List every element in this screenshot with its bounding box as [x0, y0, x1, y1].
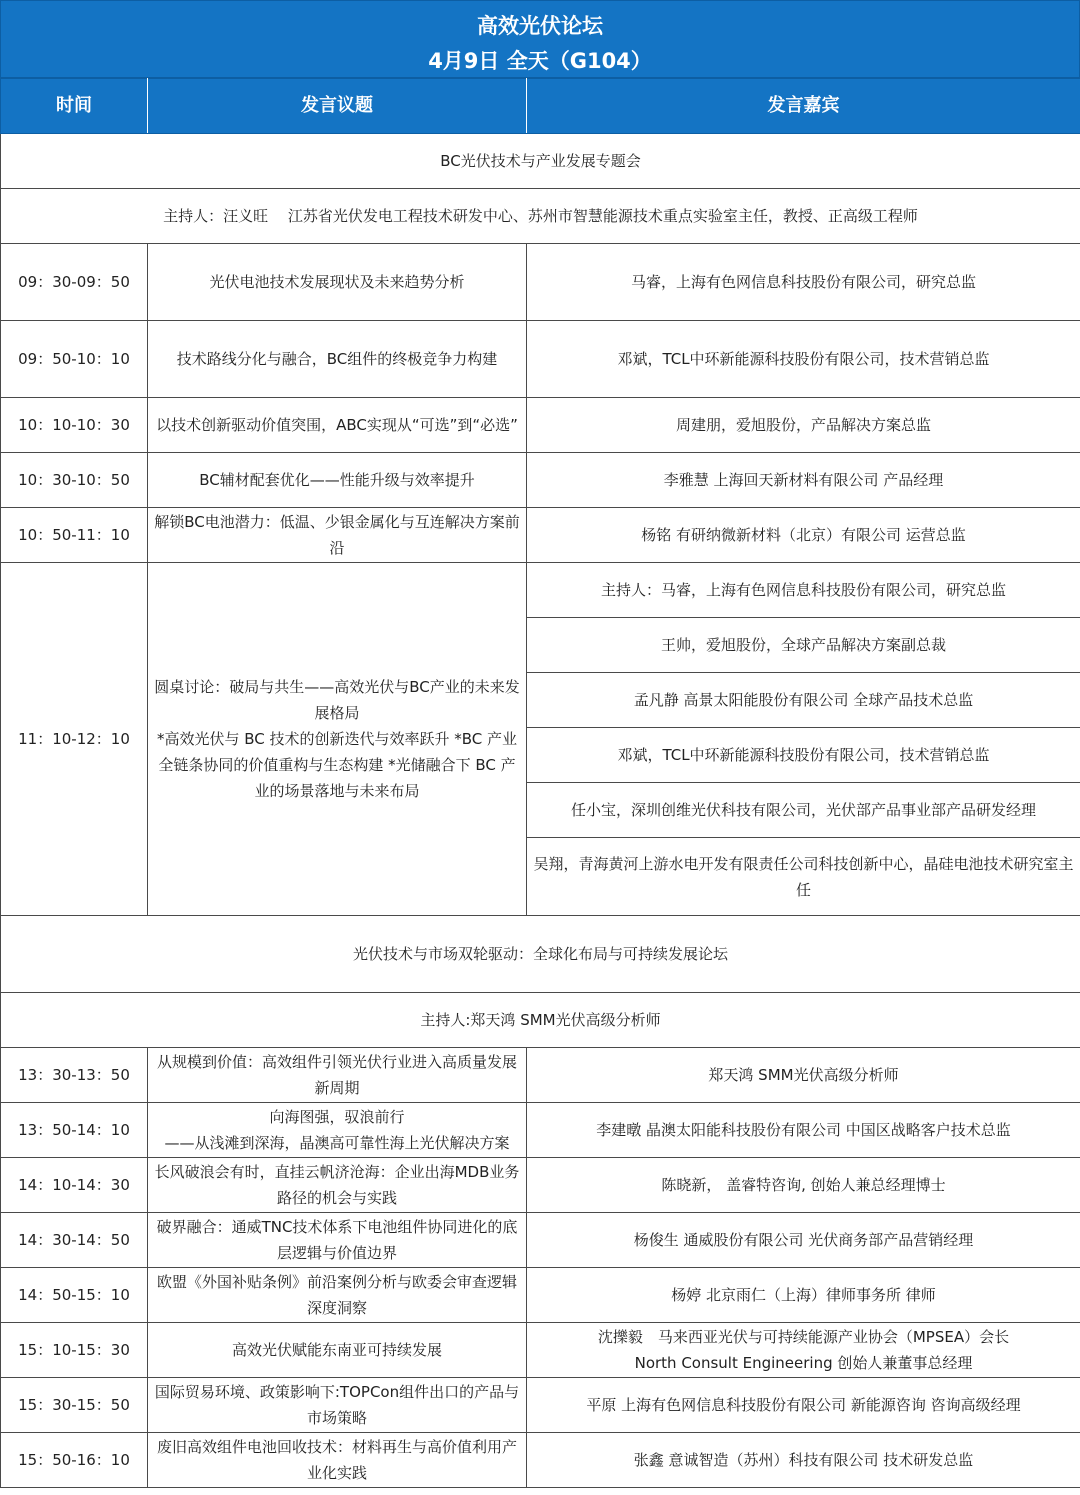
speaker-cell: 王帅，爱旭股份，全球产品解决方案副总裁 — [527, 618, 1080, 673]
session-title-row — [1, 916, 1080, 993]
topic-cell: 技术路线分化与融合，BC组件的终极竞争力构建 — [148, 321, 527, 398]
speaker-cell: 杨铭 有研纳微新材料（北京）有限公司 运营总监 — [527, 508, 1080, 563]
speaker-cell: 任小宝，深圳创维光伏科技有限公司，光伏部产品事业部产品研发经理 — [527, 783, 1080, 838]
host-row — [1, 993, 1080, 1048]
speaker-line: 沈擽毅 马来西亚光伏与可持续能源产业协会（MPSEA）会长 — [597, 1328, 1010, 1346]
speaker-cell: 孟凡静 高景太阳能股份有限公司 全球产品技术总监 — [527, 673, 1080, 728]
speaker-cell: 周建朋，爱旭股份，产品解决方案总监 — [527, 398, 1080, 453]
time-cell: 10：30-10：50 — [1, 453, 148, 508]
speaker-cell: 李建暾 晶澳太阳能科技股份有限公司 中国区战略客户技术总监 — [527, 1103, 1080, 1158]
roundtable-row — [1, 563, 1080, 618]
host-row — [1, 189, 1080, 244]
time-cell: 15：10-15：30 — [1, 1323, 148, 1378]
speaker-cell — [527, 1323, 1080, 1378]
time-cell: 14：50-15：10 — [1, 1268, 148, 1323]
table-row — [1, 1103, 1080, 1158]
topic-line: 向海图强，驭浪前行 — [269, 1108, 405, 1126]
table-row — [1, 1213, 1080, 1268]
topic-line: ——从浅滩到深海，晶澳高可靠性海上光伏解决方案 — [164, 1134, 510, 1152]
time-cell: 15：50-16：10 — [1, 1433, 148, 1488]
table-row — [1, 1158, 1080, 1213]
time-cell: 10：50-11：10 — [1, 508, 148, 563]
table-row — [1, 398, 1080, 453]
speaker-cell: 主持人：马睿，上海有色网信息科技股份有限公司，研究总监 — [527, 563, 1080, 618]
topic-cell: 长风破浪会有时，直挂云帆济沧海：企业出海MDB业务路径的机会与实践 — [148, 1158, 527, 1213]
forum-title-bar — [0, 0, 1080, 78]
roundtable-topic-cell — [148, 563, 527, 916]
time-cell: 14：10-14：30 — [1, 1158, 148, 1213]
time-cell: 15：30-15：50 — [1, 1378, 148, 1433]
speaker-cell: 吴翔，青海黄河上游水电开发有限责任公司科技创新中心，晶硅电池技术研究室主任 — [527, 838, 1080, 916]
time-cell: 09：50-10：10 — [1, 321, 148, 398]
column-header-topic: 发言议题 — [148, 79, 527, 134]
topic-cell: 光伏电池技术发展现状及未来趋势分析 — [148, 244, 527, 321]
topic-cell: 国际贸易环境、政策影响下:TOPCon组件出口的产品与市场策略 — [148, 1378, 527, 1433]
topic-cell: BC辅材配套优化——性能升级与效率提升 — [148, 453, 527, 508]
speaker-cell: 杨婷 北京雨仁（上海）律师事务所 律师 — [527, 1268, 1080, 1323]
session-title-row — [1, 134, 1080, 189]
forum-title: 高效光伏论坛 — [477, 14, 603, 38]
table-row — [1, 1378, 1080, 1433]
time-cell: 09：30-09：50 — [1, 244, 148, 321]
speaker-cell: 杨俊生 通威股份有限公司 光伏商务部产品营销经理 — [527, 1213, 1080, 1268]
speaker-line: North Consult Engineering 创始人兼董事总经理 — [634, 1354, 973, 1372]
speaker-cell: 陈晓新， 盖睿特咨询, 创始人兼总经理博士 — [527, 1158, 1080, 1213]
roundtable-topic: 圆桌讨论：破局与共生——高效光伏与BC产业的未来发展格局 — [154, 678, 520, 722]
session-host: 主持人:郑天鸿 SMM光伏高级分析师 — [1, 993, 1080, 1048]
speaker-cell: 平原 上海有色网信息科技股份有限公司 新能源咨询 咨询高级经理 — [527, 1378, 1080, 1433]
schedule-table — [0, 78, 1080, 1488]
time-cell: 11：10-12：10 — [1, 563, 148, 916]
topic-cell: 高效光伏赋能东南亚可持续发展 — [148, 1323, 527, 1378]
forum-date-venue: 4月9日 全天（G104） — [428, 49, 652, 73]
time-cell: 10：10-10：30 — [1, 398, 148, 453]
time-cell: 13：50-14：10 — [1, 1103, 148, 1158]
topic-cell: 以技术创新驱动价值突围，ABC实现从“可选”到“必选” — [148, 398, 527, 453]
table-row — [1, 321, 1080, 398]
column-header-time: 时间 — [1, 79, 148, 134]
topic-cell — [148, 1103, 527, 1158]
speaker-cell: 张鑫 意诚智造（苏州）科技有限公司 技术研发总监 — [527, 1433, 1080, 1488]
topic-cell: 解锁BC电池潜力：低温、少银金属化与互连解决方案前沿 — [148, 508, 527, 563]
topic-cell: 欧盟《外国补贴条例》前沿案例分析与欧委会审查逻辑深度洞察 — [148, 1268, 527, 1323]
time-cell: 14：30-14：50 — [1, 1213, 148, 1268]
table-row — [1, 244, 1080, 321]
roundtable-subtopics: *高效光伏与 BC 技术的创新迭代与效率跃升 *BC 产业全链条协同的价值重构与生态构建 *光储融合下 BC 产业的场景落地与未来布局 — [156, 730, 518, 800]
topic-cell: 废旧高效组件电池回收技术：材料再生与高价值利用产业化实践 — [148, 1433, 527, 1488]
speaker-cell: 李雅慧 上海回天新材料有限公司 产品经理 — [527, 453, 1080, 508]
session-host: 主持人：汪义旺 江苏省光伏发电工程技术研发中心、苏州市智慧能源技术重点实验室主任，教授、正高级工程师 — [1, 189, 1080, 244]
time-cell: 13：30-13：50 — [1, 1048, 148, 1103]
speaker-cell: 邓斌，TCL中环新能源科技股份有限公司，技术营销总监 — [527, 728, 1080, 783]
speaker-cell: 邓斌，TCL中环新能源科技股份有限公司，技术营销总监 — [527, 321, 1080, 398]
session-title: 光伏技术与市场双轮驱动：全球化布局与可持续发展论坛 — [1, 916, 1080, 993]
column-header-row — [1, 79, 1080, 134]
table-row — [1, 508, 1080, 563]
table-row — [1, 1433, 1080, 1488]
topic-cell: 从规模到价值：高效组件引领光伏行业进入高质量发展新周期 — [148, 1048, 527, 1103]
table-row — [1, 453, 1080, 508]
speaker-cell: 马睿，上海有色网信息科技股份有限公司，研究总监 — [527, 244, 1080, 321]
session-title: BC光伏技术与产业发展专题会 — [1, 134, 1080, 189]
table-row — [1, 1268, 1080, 1323]
table-row — [1, 1048, 1080, 1103]
topic-cell: 破界融合：通威TNC技术体系下电池组件协同进化的底层逻辑与价值边界 — [148, 1213, 527, 1268]
speaker-cell: 郑天鸿 SMM光伏高级分析师 — [527, 1048, 1080, 1103]
table-row — [1, 1323, 1080, 1378]
column-header-speaker: 发言嘉宾 — [527, 79, 1080, 134]
